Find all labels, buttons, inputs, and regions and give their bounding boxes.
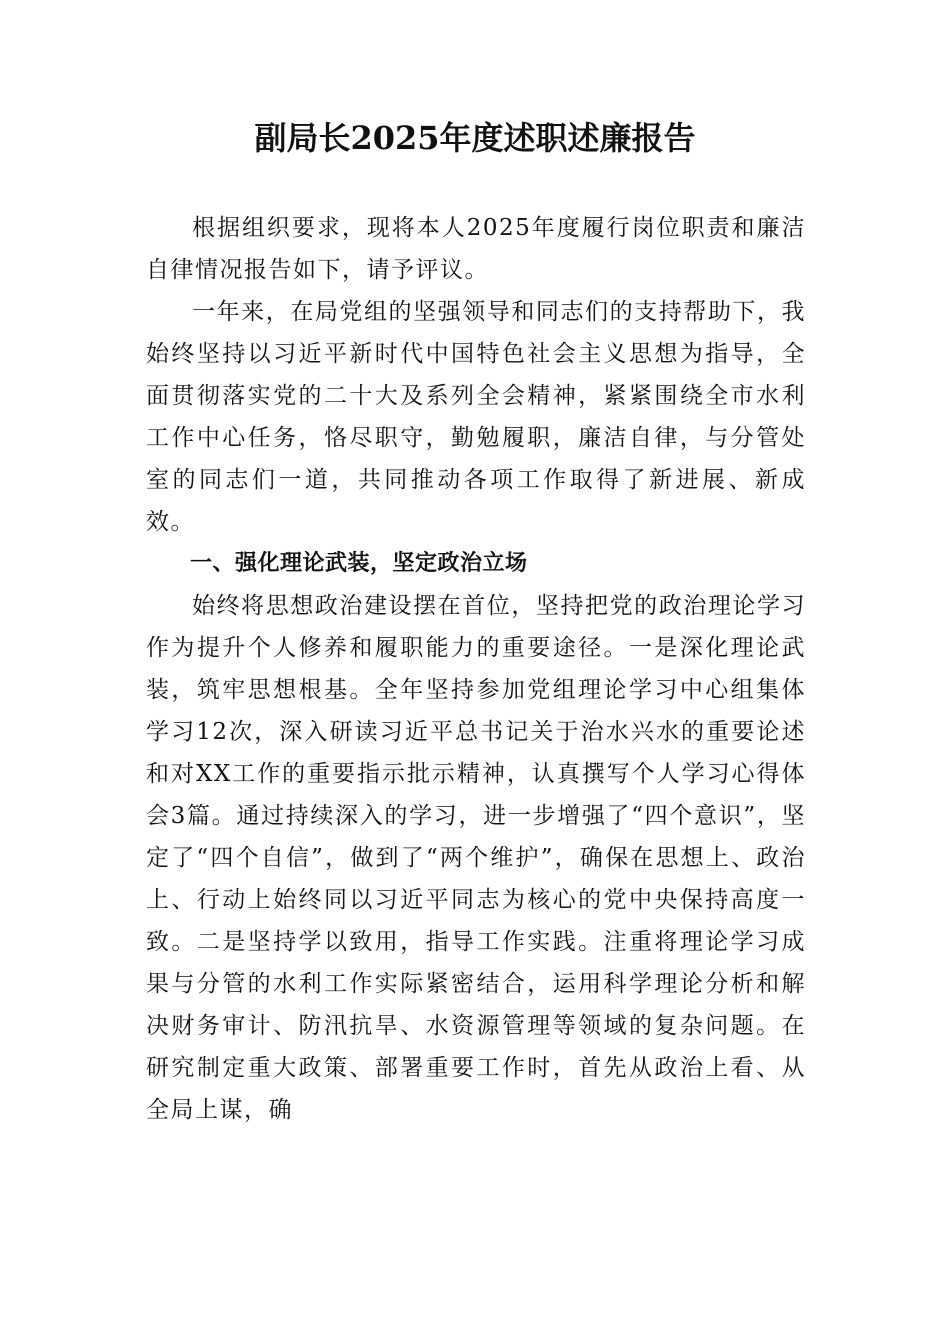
section-paragraph: 始终将思想政治建设摆在首位，坚持把党的政治理论学习作为提升个人修养和履职能力的重要途径。一是深化理论武装，筑牢思想根基。全年坚持参加党组理论学习中心组集体学习12次，深入研读习近平总书记关于治水兴水的重要论述和对XX工作的重要指示批示精神，认真撰写个人学习心得体会3篇。通过持续深入的学习，进一步增强了“四个意识”，坚定了“四个自信”，做到了“两个维护”，确保在思想上、政治上、行动上始终同以习近平同志为核心的党中央保持高度一致。二是坚持学以致用，指导工作实践。注重将理论学习成果与分管的水利工作实际紧密结合，运用科学理论分析和解决财务审计、防汛抗旱、水资源管理等领域的复杂问题。在研究制定重大政策、部署重要工作时，首先从政治上看、从全局上谋，确	[146, 593, 806, 1123]
overview-paragraph: 一年来，在局党组的坚强领导和同志们的支持帮助下，我始终坚持以习近平新时代中国特色社会主义思想为指导，全面贯彻落实党的二十大及系列全会精神，紧紧围绕全市水利工作中心任务，恪尽职守，勤勉履职，廉洁自律，与分管处室的同志们一道，共同推动各项工作取得了新进展、新成效。	[146, 299, 806, 535]
intro-paragraph: 根据组织要求，现将本人2025年度履行岗位职责和廉洁自律情况报告如下，请予评议。	[146, 215, 806, 283]
document-title: 副局长2025年度述职述廉报告	[254, 119, 696, 157]
document-body	[146, 207, 806, 1131]
section-heading: 一、强化理论武装，坚定政治立场	[190, 551, 528, 576]
